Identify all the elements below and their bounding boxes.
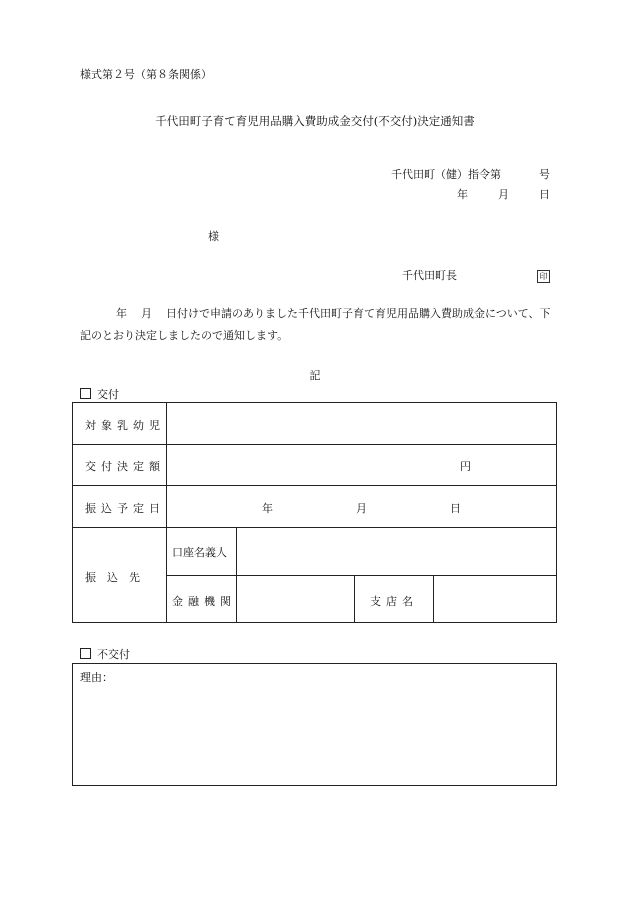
issue-day: 日 bbox=[539, 188, 550, 201]
seal-mark: 印 bbox=[537, 270, 550, 283]
amount-field[interactable] bbox=[167, 445, 555, 485]
form-number: 様式第２号（第８条関係） bbox=[80, 68, 212, 81]
account-holder-field[interactable] bbox=[237, 528, 556, 575]
body-text: 日付けで申請のありました千代田町子育て育児用品購入費助成金について、下記のとおり決定しましたので通知します。 bbox=[80, 307, 551, 342]
body-month: 月 bbox=[141, 307, 152, 320]
issue-date bbox=[457, 186, 550, 202]
grant-label: 交付 bbox=[97, 388, 119, 401]
branch-label: 支店名 bbox=[370, 595, 418, 608]
target-child-label: 対象乳幼児 bbox=[85, 419, 165, 432]
grant-option[interactable] bbox=[80, 386, 119, 402]
transfer-date-label: 振込予定日 bbox=[85, 502, 165, 515]
reason-label: 理由： bbox=[80, 671, 113, 684]
notes-heading: 記 bbox=[309, 369, 321, 382]
reference-number bbox=[391, 166, 550, 182]
amount-label: 交付決定額 bbox=[85, 460, 165, 473]
grant-table bbox=[72, 402, 557, 623]
target-child-field[interactable] bbox=[167, 404, 555, 444]
document-title: 千代田町子育て育児用品購入費助成金交付(不交付)決定通知書 bbox=[155, 114, 475, 128]
reference-suffix: 号 bbox=[539, 168, 550, 181]
bank-label: 金融機関 bbox=[172, 595, 236, 608]
sender bbox=[402, 267, 550, 283]
nongrant-option[interactable] bbox=[80, 646, 130, 662]
body-year: 年 bbox=[116, 307, 127, 320]
nongrant-checkbox[interactable] bbox=[80, 648, 91, 659]
bank-field[interactable] bbox=[237, 576, 353, 622]
transfer-day: 日 bbox=[450, 502, 461, 515]
reference-prefix: 千代田町（健）指令第 bbox=[391, 168, 501, 181]
reason-box[interactable] bbox=[72, 663, 557, 786]
amount-unit: 円 bbox=[460, 460, 471, 473]
grant-checkbox[interactable] bbox=[80, 388, 91, 399]
account-holder-label: 口座名義人 bbox=[172, 546, 227, 559]
issue-year: 年 bbox=[457, 188, 468, 201]
addressee-honorific: 様 bbox=[208, 230, 219, 243]
transfer-to-label: 振 込 先 bbox=[85, 571, 140, 584]
transfer-month: 月 bbox=[356, 502, 367, 515]
sender-name: 千代田町長 bbox=[402, 269, 457, 282]
notice-body bbox=[80, 303, 558, 347]
branch-field[interactable] bbox=[434, 576, 556, 622]
transfer-year: 年 bbox=[262, 502, 273, 515]
issue-month: 月 bbox=[498, 188, 509, 201]
nongrant-label: 不交付 bbox=[97, 648, 130, 661]
